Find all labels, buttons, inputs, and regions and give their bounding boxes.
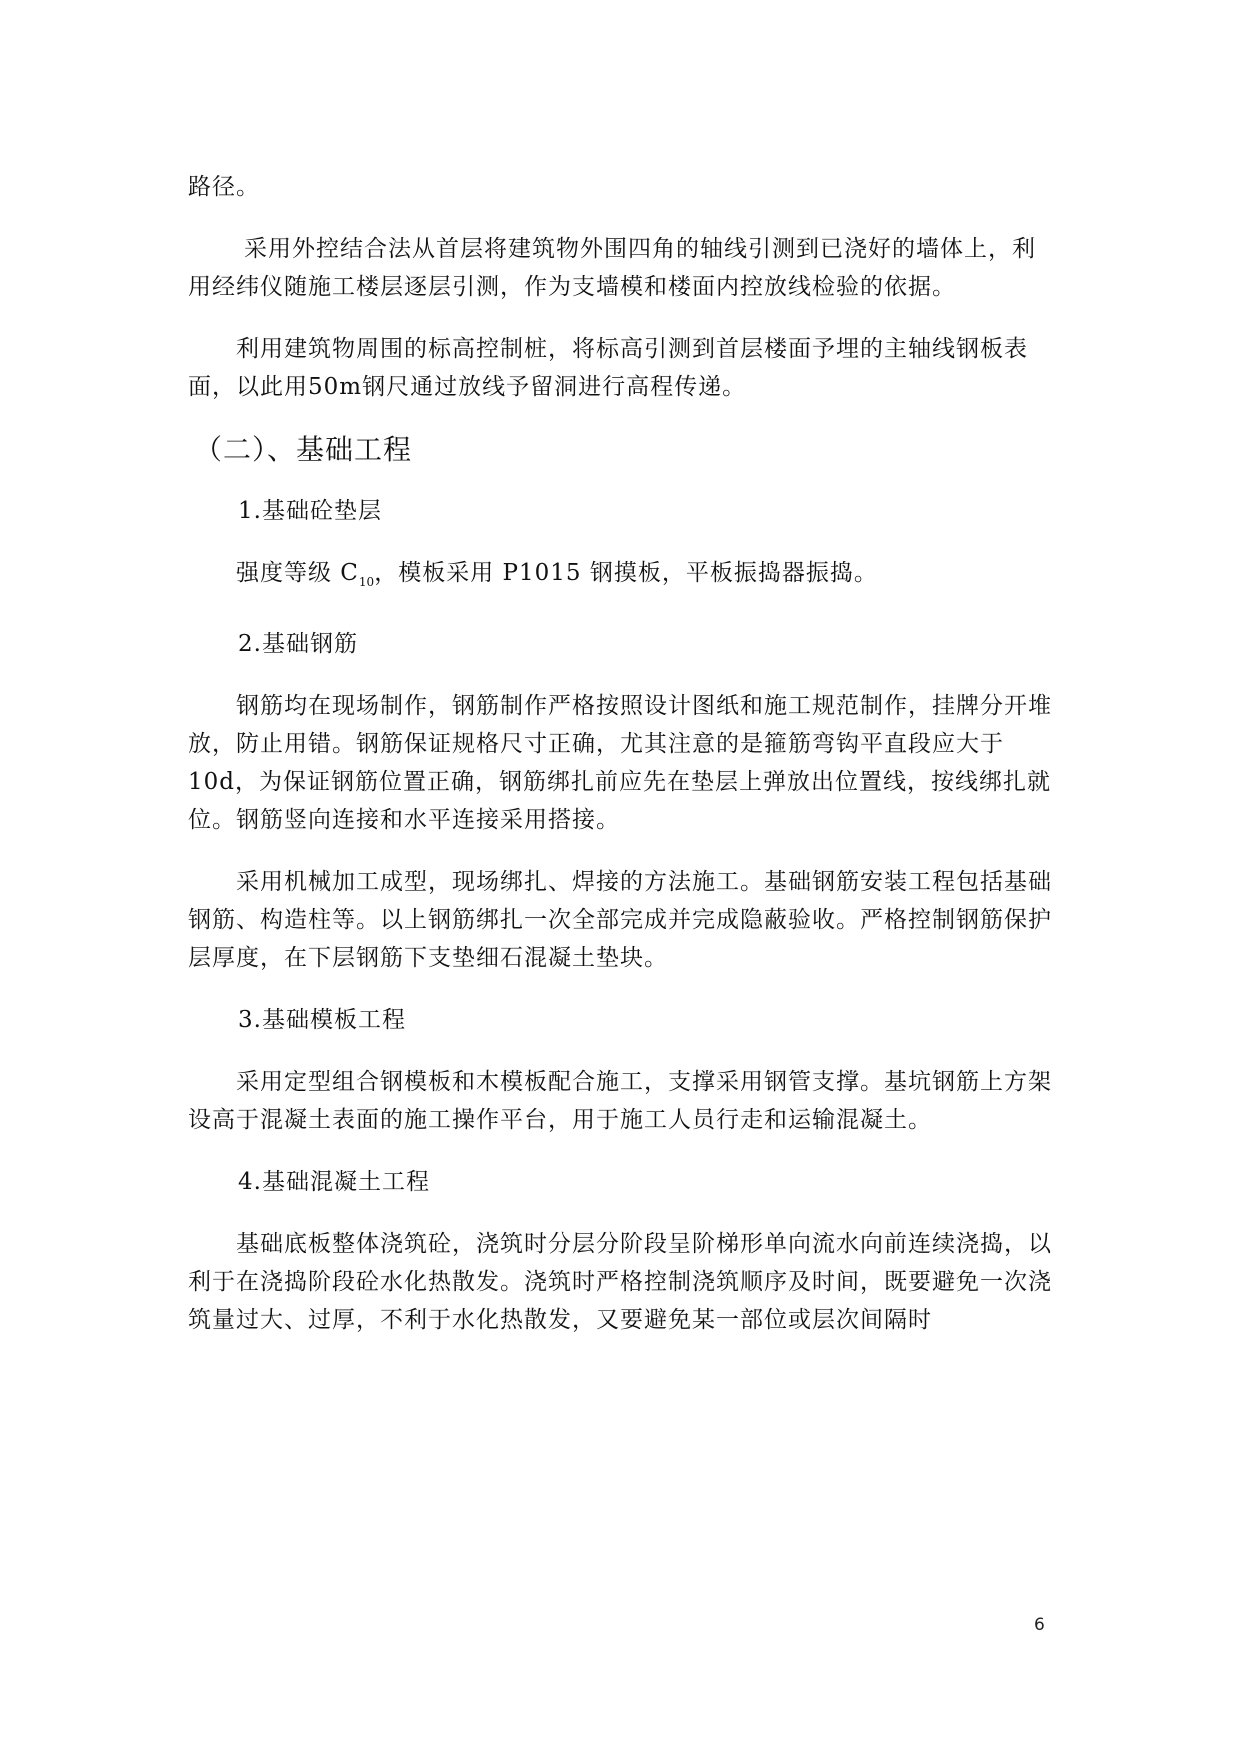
paragraph-rebar-fabrication: 钢筋均在现场制作，钢筋制作严格按照设计图纸和施工规范制作，挂牌分开堆放，防止用错。钢筋保证规格尺寸正确，尤其注意的是箍筋弯钩平直段应大于 10d，为保证钢筋位置正确，钢筋绑扎前应先在垫层上弹放出位置线，按线绑扎就位。钢筋竖向连接和水平连接采用搭接。 xyxy=(188,693,1052,833)
paragraph-formwork: 采用定型组合钢模板和木模板配合施工，支撑采用钢管支撑。基坑钢筋上方架设高于混凝土表面的施工操作平台，用于施工人员行走和运输混凝土。 xyxy=(188,1069,1052,1133)
paragraph-concrete-pouring: 基础底板整体浇筑砼，浇筑时分层分阶段呈阶梯形单向流水向前连续浇捣，以利于在浇捣阶段砼水化热散发。浇筑时严格控制浇筑顺序及时间，既要避免一次浇筑量过大、过厚，不利于水化热散发，又要避免某一部位或层次间隔时 xyxy=(188,1231,1052,1333)
paragraph-axis-transfer: 采用外控结合法从首层将建筑物外围四角的轴线引测到已浇好的墙体上，利用经纬仪随施工楼层逐层引测，作为支墙模和楼面内控放线检验的依据。 xyxy=(188,236,1036,300)
subheading-foundation-formwork: 3.基础模板工程 xyxy=(238,1007,406,1033)
paragraph-rebar-installation: 采用机械加工成型，现场绑扎、焊接的方法施工。基础钢筋安装工程包括基础钢筋、构造柱等。以上钢筋绑扎一次全部完成并完成隐蔽验收。严格控制钢筋保护层厚度，在下层钢筋下支垫细石混凝土垫块。 xyxy=(188,869,1052,971)
subheading-concrete-cushion: 1.基础砼垫层 xyxy=(238,498,382,524)
paragraph-elevation-transfer: 利用建筑物周围的标高控制桩，将标高引测到首层楼面予埋的主轴线钢板表面，以此用50m钢尺通过放线予留洞进行高程传递。 xyxy=(188,336,1028,400)
page-number: 6 xyxy=(1034,1615,1045,1635)
strength-grade-subscript: 10 xyxy=(358,575,375,589)
subheading-foundation-rebar: 2.基础钢筋 xyxy=(238,631,358,657)
formwork-text: ，模板采用 P1015 钢摸板，平板振捣器振捣。 xyxy=(374,560,878,586)
paragraph-path: 路径。 xyxy=(188,174,260,200)
section-heading-foundation-works: （二）、基础工程 xyxy=(194,433,413,466)
document-content xyxy=(188,168,1058,1363)
subheading-foundation-concrete: 4.基础混凝土工程 xyxy=(238,1169,430,1195)
strength-grade-text: 强度等级 C xyxy=(236,560,359,586)
paragraph-concrete-cushion xyxy=(188,554,1058,601)
